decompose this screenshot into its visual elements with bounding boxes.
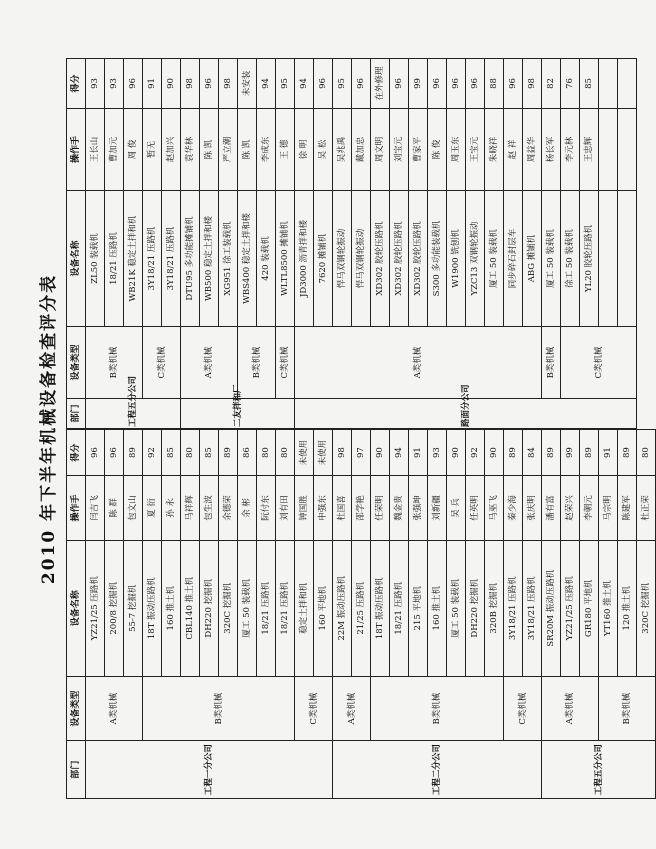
equipment-name-cell: DTU95 多功能摊铺机	[181, 191, 200, 327]
type-cell: A类机械	[333, 676, 371, 741]
table-row	[181, 59, 200, 429]
operator-cell: 曹加元	[105, 109, 124, 191]
score-cell: 84	[523, 430, 542, 476]
operator-cell: 吴 松	[314, 109, 333, 191]
score-cell: 未使用	[295, 430, 314, 476]
score-cell: 86	[238, 430, 257, 476]
score-cell: 96	[105, 430, 124, 476]
score-cell: 89	[124, 430, 143, 476]
score-cell: 90	[162, 59, 181, 109]
score-cell: 99	[561, 430, 580, 476]
score-cell: 80	[257, 430, 276, 476]
score-table-left	[66, 429, 656, 799]
operator-cell: 孙 永	[162, 476, 181, 541]
score-cell: 94	[257, 59, 276, 109]
score-cell: 93	[105, 59, 124, 109]
score-cell: 98	[333, 430, 352, 476]
operator-cell: 吴 兵	[447, 476, 466, 541]
operator-cell: 陈 俊	[428, 109, 447, 191]
operator-cell: 魏金贵	[390, 476, 409, 541]
operator-cell: 曹家平	[409, 109, 428, 191]
operator-cell: 秦少海	[504, 476, 523, 541]
document-title: 2010 年下半年机械设备检查评分表	[39, 273, 59, 585]
table-row	[238, 59, 257, 429]
score-cell: 未安装	[238, 59, 257, 109]
equipment-name-cell: DH220 挖掘机	[200, 540, 219, 676]
score-table-right	[66, 58, 637, 429]
score-cell: 90	[447, 430, 466, 476]
operator-cell: 李成东	[257, 109, 276, 191]
type-cell: B类机械	[542, 327, 561, 399]
score-cell: 94	[390, 430, 409, 476]
score-cell: 96	[314, 59, 333, 109]
score-cell: 80	[637, 430, 656, 476]
operator-cell: 赵荣兴	[561, 476, 580, 541]
operator-cell: 刘有田	[276, 476, 295, 541]
equipment-name-cell: W1900 铣刨机	[447, 191, 466, 327]
equipment-name-cell: YZ21/25 压路机	[86, 540, 105, 676]
score-cell: 90	[485, 430, 504, 476]
operator-cell: 陈 凯	[238, 109, 257, 191]
dept-cell: 路面分公司	[295, 399, 637, 429]
operator-cell: 陈 群	[105, 476, 124, 541]
equipment-name-cell: 同步碎石封层车	[504, 191, 523, 327]
equipment-name-cell: 200/8 挖掘机	[105, 540, 124, 676]
score-cell: 80	[276, 430, 295, 476]
table-row	[86, 59, 105, 429]
equipment-name-cell: WB500 稳定土拌和楼	[200, 191, 219, 327]
score-cell: 98	[219, 59, 238, 109]
score-cell: 92	[143, 430, 162, 476]
score-cell: 91	[599, 430, 618, 476]
operator-cell: 潘有富	[542, 476, 561, 541]
score-cell: 99	[409, 59, 428, 109]
operator-cell	[618, 109, 637, 191]
operator-cell: 任荣明	[371, 476, 390, 541]
equipment-name-cell: 厦工 50 装载机	[542, 191, 561, 327]
operator-cell: 钟国胜	[295, 476, 314, 541]
equipment-name-cell: 21/25 压路机	[352, 540, 371, 676]
table-row	[295, 59, 314, 429]
dept-cell: 工程五分公司	[86, 399, 181, 429]
operator-cell: 包文山	[124, 476, 143, 541]
operator-cell: 周益华	[523, 109, 542, 191]
score-cell	[618, 59, 637, 109]
score-cell: 80	[181, 430, 200, 476]
operator-cell: 杜国喜	[333, 476, 352, 541]
operator-cell: 杨长军	[542, 109, 561, 191]
equipment-name-cell: XD302 胶轮压路机	[371, 191, 390, 327]
equipment-name-cell: 215 平地机	[409, 540, 428, 676]
operator-cell: 周 俊	[124, 109, 143, 191]
operator-cell: 周玉东	[447, 109, 466, 191]
operator-cell: 余 彬	[238, 476, 257, 541]
score-cell: 96	[447, 59, 466, 109]
equipment-name-cell: GR180 平地机	[580, 540, 599, 676]
type-cell: A类机械	[295, 327, 542, 399]
equipment-name-cell: 18/21 压路机	[276, 540, 295, 676]
score-cell: 97	[352, 430, 371, 476]
equipment-name-cell: 3Y18/21 压路机	[162, 191, 181, 327]
score-cell: 92	[466, 430, 485, 476]
score-cell	[599, 59, 618, 109]
type-cell: A类机械	[542, 676, 599, 741]
type-cell: B类机械	[599, 676, 656, 741]
operator-cell: 袁华林	[181, 109, 200, 191]
operator-cell: 马巫飞	[485, 476, 504, 541]
operator-cell: 任英明	[466, 476, 485, 541]
score-cell: 82	[542, 59, 561, 109]
dept-cell: 工程五分公司	[542, 741, 656, 799]
equipment-name-cell: DH220 挖掘机	[466, 540, 485, 676]
type-cell: A类机械	[86, 676, 143, 741]
equipment-name-cell: 18T 振动压路机	[143, 540, 162, 676]
equipment-name-cell: 3Y18/21 压路机	[523, 540, 542, 676]
operator-cell: 朱晓祥	[485, 109, 504, 191]
operator-cell: 王宝元	[466, 109, 485, 191]
operator-cell: 周文明	[371, 109, 390, 191]
score-cell: 96	[200, 59, 219, 109]
operator-cell: 张庆明	[523, 476, 542, 541]
dept-cell: 工程二分公司	[333, 741, 542, 799]
equipment-name-cell: 悍马双钢轮振动	[333, 191, 352, 327]
equipment-name-cell: 22M 振动压路机	[333, 540, 352, 676]
operator-cell: 王长山	[86, 109, 105, 191]
type-cell: C类机械	[504, 676, 542, 741]
header-score: 得分	[67, 430, 86, 476]
equipment-name-cell	[618, 191, 637, 327]
operator-cell: 吴兆禹	[333, 109, 352, 191]
equipment-name-cell: 320C 挖掘机	[637, 540, 656, 676]
score-cell: 85	[162, 430, 181, 476]
operator-cell: 赵 祥	[504, 109, 523, 191]
score-cell: 90	[371, 430, 390, 476]
table-row	[86, 430, 105, 799]
equipment-name-cell: CBL140 推土机	[181, 540, 200, 676]
equipment-name-cell: 稳定土拌和机	[295, 540, 314, 676]
operator-cell: 马宗明	[599, 476, 618, 541]
header-score: 得分	[67, 59, 86, 109]
score-cell: 在外修理	[371, 59, 390, 109]
operator-cell: 马祥辉	[181, 476, 200, 541]
dept-cell: 工程一分公司	[86, 741, 333, 799]
score-cell: 93	[428, 430, 447, 476]
score-cell: 未使用	[314, 430, 333, 476]
equipment-name-cell: 18/21 压路机	[390, 540, 409, 676]
score-cell: 95	[333, 59, 352, 109]
score-cell: 85	[580, 59, 599, 109]
equipment-name-cell: 徐工 50 装载机	[561, 191, 580, 327]
type-cell: C类机械	[143, 327, 181, 399]
rotated-page	[34, 59, 651, 799]
type-cell: C类机械	[295, 676, 333, 741]
equipment-name-cell	[599, 191, 618, 327]
equipment-name-cell: WB21K 稳定土拌和机	[124, 191, 143, 327]
header-type: 设备类型	[67, 327, 86, 399]
score-cell: 98	[181, 59, 200, 109]
equipment-name-cell: 55-7 挖掘机	[124, 540, 143, 676]
operator-cell: 夏 衍	[143, 476, 162, 541]
table-header-row	[67, 430, 86, 799]
equipment-name-cell: 160 推土机	[428, 540, 447, 676]
header-operator: 操作手	[67, 109, 86, 191]
equipment-name-cell: 160 平地机	[314, 540, 333, 676]
equipment-name-cell: 18/21 压路机	[257, 540, 276, 676]
equipment-name-cell: XG951 徐工装载机	[219, 191, 238, 327]
score-cell: 91	[409, 430, 428, 476]
operator-cell: 张强坤	[409, 476, 428, 541]
equipment-name-cell: YZC13 双钢轮振动	[466, 191, 485, 327]
equipment-name-cell: 悍马双钢轮振动	[352, 191, 371, 327]
equipment-name-cell: 420 装载机	[257, 191, 276, 327]
score-cell: 85	[200, 430, 219, 476]
score-cell: 95	[276, 59, 295, 109]
equipment-name-cell: 320C 挖掘机	[219, 540, 238, 676]
equipment-name-cell: 120 推土机	[618, 540, 637, 676]
dept-cell: 二友拌和厂	[181, 399, 295, 429]
equipment-name-cell: 厦工 50 装载机	[447, 540, 466, 676]
operator-cell: 余德荣	[219, 476, 238, 541]
operator-cell: 包生波	[200, 476, 219, 541]
header-operator: 操作手	[67, 476, 86, 541]
table-row	[542, 430, 561, 799]
type-cell: B类机械	[371, 676, 504, 741]
score-cell: 96	[390, 59, 409, 109]
operator-cell: 王 德	[276, 109, 295, 191]
equipment-name-cell: SR20M 振动压路机	[542, 540, 561, 676]
type-cell: C类机械	[561, 327, 637, 399]
equipment-name-cell: 320B 挖掘机	[485, 540, 504, 676]
equipment-name-cell: JD3000 沥青拌和楼	[295, 191, 314, 327]
equipment-name-cell: WLTL8500 摊铺机	[276, 191, 295, 327]
equipment-name-cell: ABG 摊铺机	[523, 191, 542, 327]
type-cell: C类机械	[276, 327, 295, 399]
score-cell: 96	[86, 430, 105, 476]
equipment-name-cell: YZ21/25 压路机	[561, 540, 580, 676]
score-cell: 89	[504, 430, 523, 476]
score-cell: 96	[466, 59, 485, 109]
operator-cell: 闫吉飞	[86, 476, 105, 541]
type-cell: B类机械	[143, 676, 295, 741]
operator-cell: 申强东	[314, 476, 333, 541]
equipment-name-cell: 厦工 50 装载机	[238, 540, 257, 676]
operator-cell	[599, 109, 618, 191]
equipment-name-cell: 160 推土机	[162, 540, 181, 676]
header-dept: 部门	[67, 399, 86, 429]
score-cell: 98	[523, 59, 542, 109]
equipment-name-cell: XD302 胶轮压路机	[390, 191, 409, 327]
table-row	[276, 59, 295, 429]
score-cell: 88	[485, 59, 504, 109]
table-row	[333, 430, 352, 799]
equipment-name-cell: 厦工 50 装载机	[485, 191, 504, 327]
score-cell: 96	[352, 59, 371, 109]
operator-cell: 暂无	[143, 109, 162, 191]
equipment-name-cell: 3Y18/21 压路机	[143, 191, 162, 327]
operator-cell: 李元林	[561, 109, 580, 191]
operator-cell: 邵学艳	[352, 476, 371, 541]
operator-cell: 徐 明	[295, 109, 314, 191]
table-header-row	[67, 59, 86, 429]
equipment-name-cell: XD302 胶轮压路机	[409, 191, 428, 327]
header-type: 设备类型	[67, 676, 86, 741]
operator-cell: 陈建军	[618, 476, 637, 541]
score-cell: 89	[219, 430, 238, 476]
operator-cell: 严立潮	[219, 109, 238, 191]
equipment-name-cell: YL20 胶轮压路机	[580, 191, 599, 327]
type-cell: B类机械	[86, 327, 143, 399]
score-cell: 94	[295, 59, 314, 109]
equipment-name-cell: YT160 推土机	[599, 540, 618, 676]
equipment-name-cell: S300 多功能装载机	[428, 191, 447, 327]
operator-cell: 赵加兴	[162, 109, 181, 191]
table-row	[542, 59, 561, 429]
equipment-name-cell: ZL50 装载机	[86, 191, 105, 327]
equipment-name-cell: 7620 摊铺机	[314, 191, 333, 327]
score-cell: 89	[618, 430, 637, 476]
score-cell: 89	[542, 430, 561, 476]
type-cell: B类机械	[238, 327, 276, 399]
header-dept: 部门	[67, 741, 86, 799]
score-cell: 96	[124, 59, 143, 109]
equipment-name-cell: 18T 振动压路机	[371, 540, 390, 676]
equipment-name-cell: 3Y18/21 压路机	[504, 540, 523, 676]
equipment-name-cell: 18/21 压路机	[105, 191, 124, 327]
operator-cell: 阮付东	[257, 476, 276, 541]
score-cell: 91	[143, 59, 162, 109]
score-cell: 93	[86, 59, 105, 109]
operator-cell: 刘宝元	[390, 109, 409, 191]
score-cell: 89	[580, 430, 599, 476]
operator-cell: 刘新疆	[428, 476, 447, 541]
score-cell: 96	[504, 59, 523, 109]
operator-cell: 陈 凯	[200, 109, 219, 191]
operator-cell: 戴加忠	[352, 109, 371, 191]
operator-cell: 李朝元	[580, 476, 599, 541]
operator-cell: 王忠辉	[580, 109, 599, 191]
score-cell: 96	[428, 59, 447, 109]
score-cell: 76	[561, 59, 580, 109]
table-row	[143, 59, 162, 429]
type-cell: A类机械	[181, 327, 238, 399]
header-name: 设备名称	[67, 540, 86, 676]
table-row	[561, 59, 580, 429]
operator-cell: 杜正荣	[637, 476, 656, 541]
equipment-name-cell: WBS400 稳定土拌和楼	[238, 191, 257, 327]
header-name: 设备名称	[67, 191, 86, 327]
